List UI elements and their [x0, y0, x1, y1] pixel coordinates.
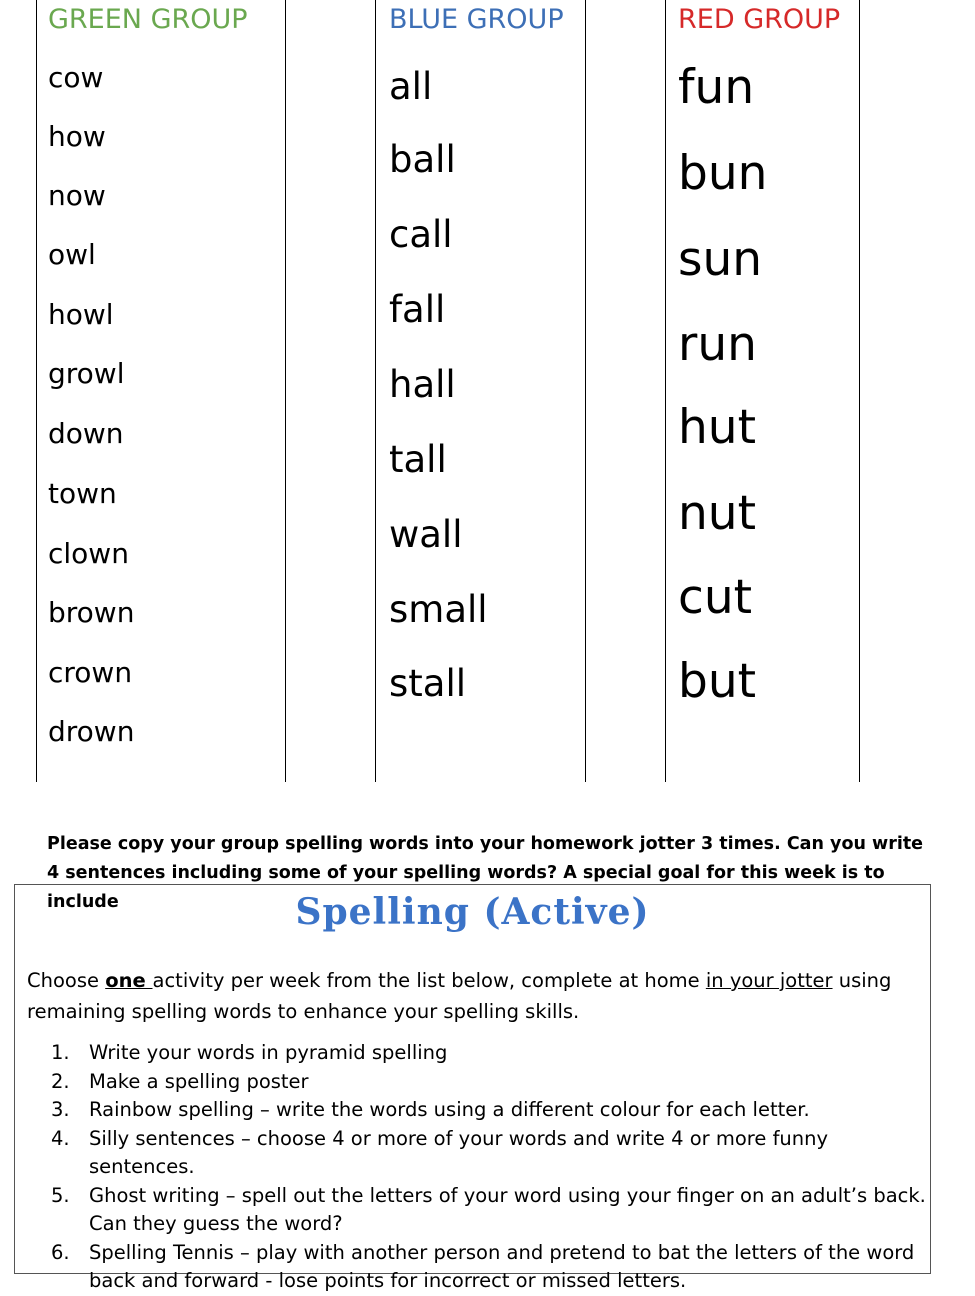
green-word: cow	[48, 61, 104, 94]
red-word: nut	[678, 486, 757, 541]
red-word: sun	[678, 232, 763, 287]
green-word: now	[48, 179, 106, 212]
green-word: growl	[48, 357, 125, 390]
activity-text: Write your words in pyramid spelling	[89, 1041, 448, 1064]
activity-text: Silly sentences – choose 4 or more of your words and write 4 or more funny sentences.	[89, 1126, 829, 1178]
activity-item	[51, 1096, 926, 1125]
red-word: cut	[678, 570, 753, 625]
green-word: how	[48, 120, 106, 153]
activity-item	[51, 1068, 926, 1097]
spelling-intro	[27, 965, 917, 1027]
green-word: clown	[48, 537, 129, 570]
activity-list	[51, 1039, 926, 1296]
intro-one: one	[105, 969, 153, 992]
green-word: town	[48, 477, 117, 510]
table-rule-3	[375, 0, 376, 782]
activity-number: 2.	[51, 1069, 70, 1093]
table-rule-6	[859, 0, 860, 782]
spelling-active-panel	[14, 884, 931, 1292]
blue-word: wall	[389, 513, 463, 556]
activity-item	[51, 1039, 926, 1068]
intro-jotter: in your jotter	[705, 969, 833, 992]
green-word: crown	[48, 656, 133, 689]
table-rule-1	[36, 0, 37, 782]
activity-text: Ghost writing – spell out the letters of your word using your finger on an adult’s back. Can they guess the word?	[89, 1183, 926, 1235]
blue-word: small	[389, 588, 488, 631]
activity-number: 3.	[51, 1098, 70, 1121]
blue-word: stall	[389, 662, 467, 705]
blue-word: call	[389, 213, 453, 256]
green-word: drown	[48, 715, 135, 748]
activity-item	[51, 1239, 926, 1296]
blue-word: hall	[389, 363, 456, 406]
red-word: fun	[678, 60, 755, 115]
activity-text: Spelling Tennis – play with another person and pretend to bat the letters of the word back and forward - lose points for incorrect or missed letters.	[89, 1240, 915, 1292]
intro-text-2: activity per week from the list below, complete at home	[152, 969, 706, 992]
blue-word: tall	[389, 438, 447, 481]
blue-group-heading: BLUE GROUP	[389, 4, 564, 35]
red-group-heading: RED GROUP	[678, 4, 841, 35]
table-rule-4	[585, 0, 586, 782]
spelling-active-title: Spelling (Active)	[295, 891, 650, 933]
activity-number: 1.	[51, 1041, 70, 1064]
activity-number: 5.	[51, 1183, 70, 1207]
red-word: hut	[678, 400, 757, 455]
table-rule-2	[285, 0, 286, 782]
blue-word: all	[389, 65, 433, 108]
activity-item	[51, 1182, 926, 1239]
homework-instructions: Please copy your group spelling words into your homework jotter 3 times. Can you write 4 sentences including some of your spelling words? A special goal for this week is to include	[47, 834, 924, 912]
blue-word: fall	[389, 288, 446, 331]
green-word: howl	[48, 298, 114, 331]
blue-word: ball	[389, 138, 456, 181]
green-word: down	[48, 417, 124, 450]
activity-text: Make a spelling poster	[89, 1069, 309, 1093]
green-group-heading: GREEN GROUP	[48, 4, 248, 35]
activity-number: 4.	[51, 1126, 70, 1150]
activity-text: Rainbow spelling – write the words using a different colour for each letter.	[89, 1098, 810, 1121]
table-rule-5	[665, 0, 666, 782]
green-word: brown	[48, 596, 135, 629]
intro-text-3: using remaining spelling words to enhance your spelling skills.	[27, 969, 892, 1023]
intro-text-1: Choose	[27, 969, 106, 992]
activity-number: 6.	[51, 1240, 70, 1264]
red-word: but	[678, 654, 757, 709]
activity-item	[51, 1125, 926, 1182]
green-word: owl	[48, 238, 96, 271]
red-word: run	[678, 317, 757, 372]
red-word: bun	[678, 146, 768, 201]
